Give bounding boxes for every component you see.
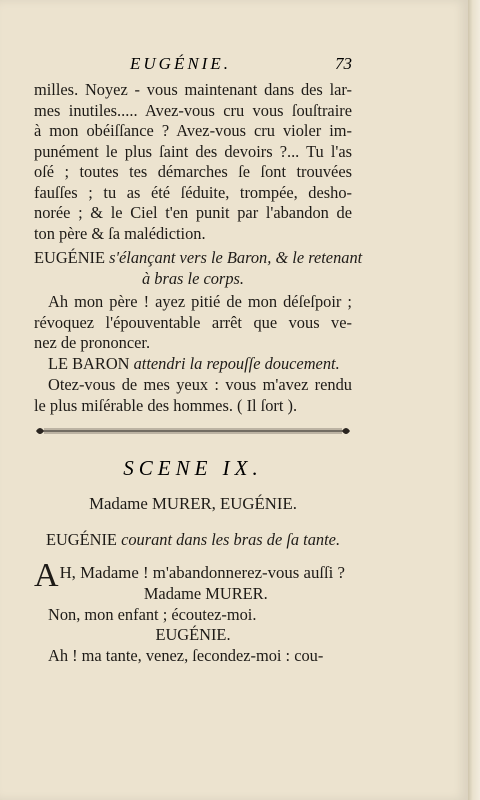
direction-text: s'élançant vers le Baron, & le retenant	[109, 248, 363, 267]
speech-baron	[34, 375, 352, 416]
speaker-name: EUGÉNIE	[34, 248, 106, 267]
text-line: milles. Noyez - vous maintenant dans des lar-	[34, 80, 352, 99]
ornamental-rule	[34, 424, 352, 438]
scene-direction	[34, 530, 352, 551]
direction-text: à bras le corps.	[142, 268, 244, 288]
text-line: Ah ! ma tante, venez, ſecondez-moi : cou-	[48, 645, 324, 665]
speaker-heading: EUGÉNIE.	[155, 625, 231, 644]
stage-direction-line	[34, 248, 363, 269]
text-line: Ah mon père ! ayez pitié de mon déſeſpoir ;	[48, 292, 352, 311]
speaker-name: LE BARON	[48, 354, 130, 373]
scene-characters	[34, 494, 352, 515]
text-line: à mon obéiſſance ? Avez-vous cru violer im-	[34, 121, 352, 140]
text-line: révoquez l'épouventable arrêt que vous ve-	[34, 312, 352, 332]
text-line: nez de prononcer.	[34, 333, 151, 352]
text-line: Non, mon enfant ; écoutez-moi.	[48, 604, 257, 624]
text-line: oſé ; toutes tes démarches ſe ſont trouvées	[34, 162, 352, 181]
text-line: le plus miſérable des hommes. ( Il ſort ).	[34, 395, 298, 415]
page-edge	[468, 0, 480, 800]
scene-heading: SCENE IX.	[123, 456, 263, 480]
continuation-speech	[34, 80, 352, 244]
running-title: EUGÉNIE.	[130, 54, 231, 73]
speaker-name: EUGÉNIE	[45, 530, 117, 549]
scene-dialogue	[34, 557, 352, 666]
text-line: norée ; & le Ciel t'en punit par l'abandon de	[34, 203, 352, 222]
text-line: ton père & ſa malédiction.	[34, 223, 206, 243]
drop-cap: A	[34, 557, 59, 594]
stage-direction-baron	[34, 354, 352, 375]
stage-direction-line	[34, 530, 352, 551]
text-line: Otez-vous de mes yeux : vous m'avez rendu	[48, 375, 352, 394]
text-line: mes inutiles..... Avez-vous cru vous ſouſtraire	[34, 100, 352, 120]
stage-direction-eugenie	[34, 248, 363, 289]
speaker-heading: Madame MURER.	[143, 584, 268, 603]
text-line: H, Madame ! m'abandonnerez-vous auſſi ?	[59, 563, 345, 582]
text-line: fauſſes ; tu as été ſéduite, trompée, desho-	[34, 182, 352, 202]
text-line: punément le plus ſaint des devoirs ?... Tu l'as	[34, 141, 352, 161]
page-number: 73	[335, 54, 352, 73]
direction-text: attendri la repouſſe doucement.	[133, 354, 340, 373]
character-list: Madame MURER, EUGÉNIE.	[89, 494, 297, 513]
speech-eugenie	[34, 292, 352, 354]
stage-direction-line	[34, 354, 352, 375]
direction-text: courant dans les bras de ſa tante.	[121, 530, 341, 549]
